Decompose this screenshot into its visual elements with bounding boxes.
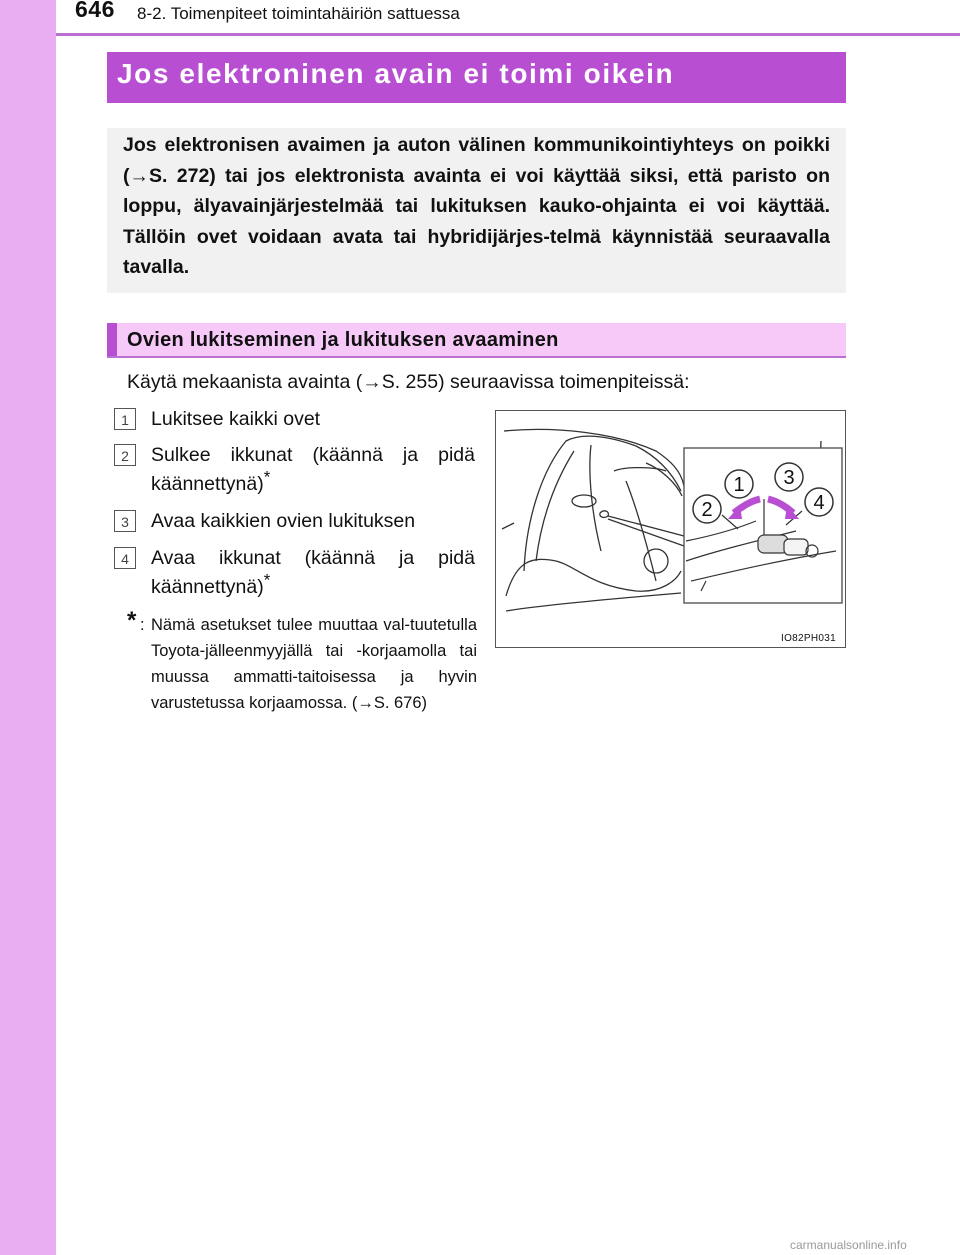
item-number: 2 — [114, 444, 136, 466]
chapter-sidebar — [0, 0, 56, 1255]
page-title: Jos elektroninen avain ei toimi oikein — [117, 58, 675, 89]
header-rule — [56, 33, 960, 36]
page-number: 646 — [75, 0, 115, 22]
car-door-drawing — [496, 411, 847, 649]
footnote-mark: * — [127, 607, 137, 634]
figure-label-1: 1 — [733, 474, 745, 496]
chapter-title: 8-2. Toimenpiteet toimintahäiriön sattuessa — [137, 4, 460, 23]
item-text: Lukitsee kaikki ovet — [151, 408, 321, 430]
site-watermark: carmanualsonline.info — [790, 1238, 907, 1252]
section-heading-text: Ovien lukitseminen ja lukituksen avaaminen — [127, 329, 559, 351]
footnote-colon: : — [140, 616, 145, 634]
item-text: Avaa kaikkien ovien lukituksen — [151, 510, 416, 532]
lead-text: Käytä mekaanista avainta (→S. 255) seuraavissa toimenpiteissä: — [127, 371, 690, 393]
figure-code: IO82PH031 — [781, 633, 836, 644]
figure-label-2: 2 — [701, 499, 713, 521]
intro-box — [107, 128, 846, 293]
item-text: Avaa ikkunat (käännä ja pidä käännettynä)* — [151, 547, 475, 598]
key-cylinder-illustration — [495, 410, 846, 648]
intro-text: Jos elektronisen avaimen ja auton välinen kommunikointiyhteys on poikki (→S. 272) tai jos elektronista avainta ei voi käyttää siksi, että paristo on loppu, älyavainjärjestelmää tai lukituksen kauko-ohjainta ei voi käyttää. Tällöin ovet voidaan avata tai hybridijärjes-telmä käynnistää seuraavalla tavalla. — [123, 134, 830, 278]
item-number: 1 — [114, 408, 136, 430]
item-number: 3 — [114, 510, 136, 532]
figure-label-4: 4 — [813, 492, 825, 514]
footnote-star: * — [263, 467, 271, 487]
item-number: 4 — [114, 547, 136, 569]
section-heading-bar — [107, 323, 117, 356]
figure-label-3: 3 — [783, 467, 795, 489]
section-heading — [107, 323, 846, 358]
item-text: Sulkee ikkunat (käännä ja pidä käännettynä)* — [151, 444, 475, 495]
footnote-star: * — [263, 570, 271, 590]
title-banner — [107, 52, 846, 103]
footnote-text: Nämä asetukset tulee muuttaa val-tuutetulla Toyota-jälleenmyyjällä tai -korjaamolla tai muussa ammatti-taitoisessa ja hyvin varustetussa korjaamossa. (→S. 676) — [151, 616, 477, 712]
